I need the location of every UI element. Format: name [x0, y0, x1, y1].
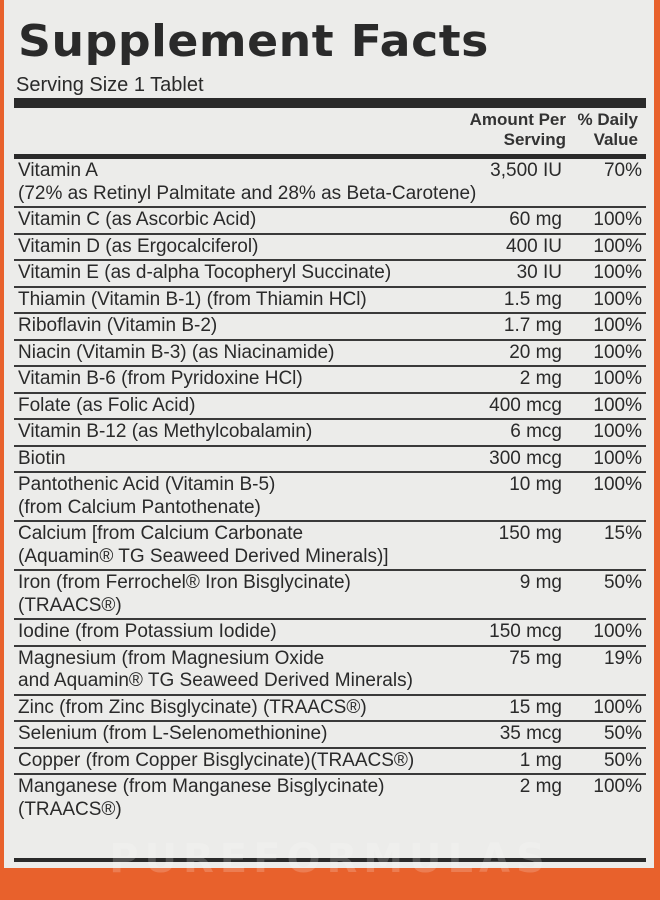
- nutrient-name: Vitamin E (as d-alpha Tocopheryl Succinate): [18, 262, 392, 283]
- nutrient-name: Folate (as Folic Acid): [18, 394, 196, 416]
- nutrient-row: [14, 235, 646, 262]
- nutrient-row: [14, 341, 646, 368]
- bottom-divider: [14, 858, 646, 862]
- nutrient-amount: 300 mcg: [489, 447, 562, 469]
- nutrient-rows: [14, 159, 646, 822]
- nutrient-amount: 1 mg: [519, 749, 562, 771]
- nutrient-name: Iron (from Ferrochel® Iron Bisglycinate) (TRAACS®): [18, 572, 351, 616]
- nutrient-daily-value: 100%: [593, 447, 642, 469]
- dv-header-line1: % Daily: [577, 110, 638, 129]
- nutrient-daily-value: 50%: [603, 723, 642, 744]
- nutrient-daily-value: 100%: [593, 696, 642, 718]
- nutrient-amount: 60 mg: [509, 209, 562, 230]
- nutrient-amount: 400 IU: [506, 235, 562, 257]
- nutrient-amount: 400 mcg: [489, 394, 562, 416]
- nutrient-name: Vitamin A (72% as Retinyl Palmitate and 28% as Beta-Carotene): [18, 160, 477, 204]
- nutrient-amount: 30 IU: [516, 262, 562, 283]
- nutrient-name: Biotin: [18, 447, 66, 469]
- nutrient-amount: 150 mg: [498, 523, 562, 544]
- nutrient-row: [14, 420, 646, 447]
- nutrient-daily-value: 100%: [593, 262, 642, 283]
- nutrient-daily-value: 100%: [593, 474, 642, 495]
- nutrient-name: Thiamin (Vitamin B-1) (from Thiamin HCl): [18, 288, 367, 310]
- dv-header-line2: Value: [593, 130, 638, 149]
- nutrient-daily-value: 50%: [603, 749, 642, 771]
- nutrient-name: Vitamin D (as Ergocalciferol): [18, 235, 259, 257]
- nutrient-name: Iodine (from Potassium Iodide): [18, 621, 277, 642]
- nutrient-name: Copper (from Copper Bisglycinate)(TRAACS®): [18, 749, 415, 771]
- nutrient-daily-value: 100%: [593, 776, 642, 797]
- nutrient-daily-value: 50%: [603, 572, 642, 593]
- nutrient-row: [14, 775, 646, 822]
- nutrient-row: [14, 367, 646, 394]
- nutrient-row: [14, 447, 646, 474]
- nutrient-daily-value: 100%: [593, 621, 642, 642]
- nutrient-daily-value: 19%: [603, 647, 642, 669]
- nutrient-row: [14, 696, 646, 723]
- amount-per-serving-header: [470, 110, 566, 150]
- nutrient-daily-value: 100%: [593, 315, 642, 336]
- nutrient-daily-value: 100%: [593, 209, 642, 230]
- nutrient-amount: 10 mg: [509, 474, 562, 495]
- nutrient-row: [14, 208, 646, 235]
- nutrient-amount: 35 mcg: [499, 723, 562, 744]
- nutrient-row: [14, 473, 646, 522]
- nutrient-daily-value: 100%: [593, 421, 642, 442]
- nutrient-daily-value: 100%: [593, 235, 642, 257]
- nutrient-row: [14, 620, 646, 647]
- nutrient-row: [14, 288, 646, 315]
- nutrient-amount: 15 mg: [509, 696, 562, 718]
- nutrient-amount: 2 mg: [519, 776, 562, 797]
- supplement-facts-panel: [4, 0, 654, 868]
- nutrient-row: [14, 522, 646, 571]
- nutrient-name: Vitamin C (as Ascorbic Acid): [18, 209, 257, 230]
- nutrient-amount: 150 mcg: [489, 621, 562, 642]
- nutrient-row: [14, 571, 646, 620]
- nutrient-amount: 6 mcg: [510, 421, 562, 442]
- nutrient-name: Niacin (Vitamin B-3) (as Niacinamide): [18, 341, 335, 363]
- nutrient-row: [14, 261, 646, 288]
- amount-header-line2: Serving: [503, 130, 566, 149]
- nutrient-row: [14, 314, 646, 341]
- nutrient-row: [14, 159, 646, 208]
- nutrient-name: Magnesium (from Magnesium Oxide and Aquamin® TG Seaweed Derived Minerals): [18, 647, 413, 691]
- nutrient-amount: 1.7 mg: [503, 315, 562, 336]
- nutrient-row: [14, 722, 646, 749]
- serving-size: Serving Size 1 Tablet: [16, 74, 204, 96]
- thick-divider: [14, 98, 646, 108]
- nutrient-name: Calcium [from Calcium Carbonate (Aquamin® TG Seaweed Derived Minerals)]: [18, 523, 389, 567]
- nutrient-name: Pantothenic Acid (Vitamin B-5) (from Calcium Pantothenate): [18, 474, 276, 518]
- nutrient-amount: 20 mg: [509, 341, 562, 363]
- nutrient-row: [14, 394, 646, 421]
- amount-header-line1: Amount Per: [469, 110, 566, 129]
- daily-value-header: [578, 110, 638, 150]
- nutrient-daily-value: 15%: [603, 523, 642, 544]
- nutrient-daily-value: 100%: [593, 288, 642, 310]
- nutrient-name: Riboflavin (Vitamin B-2): [18, 315, 218, 336]
- nutrient-daily-value: 100%: [593, 368, 642, 389]
- nutrient-name: Vitamin B-12 (as Methylcobalamin): [18, 421, 313, 442]
- nutrient-amount: 1.5 mg: [503, 288, 562, 310]
- nutrient-amount: 9 mg: [519, 572, 562, 593]
- nutrient-name: Manganese (from Manganese Bisglycinate) (TRAACS®): [18, 776, 385, 820]
- nutrient-daily-value: 70%: [603, 160, 642, 181]
- nutrient-amount: 75 mg: [509, 647, 562, 669]
- nutrient-name: Selenium (from L-Selenomethionine): [18, 723, 328, 744]
- nutrient-amount: 3,500 IU: [490, 160, 562, 181]
- nutrient-name: Vitamin B-6 (from Pyridoxine HCl): [18, 368, 303, 389]
- nutrient-row: [14, 749, 646, 776]
- nutrient-name: Zinc (from Zinc Bisglycinate) (TRAACS®): [18, 696, 367, 718]
- nutrient-amount: 2 mg: [519, 368, 562, 389]
- nutrient-daily-value: 100%: [593, 341, 642, 363]
- nutrient-daily-value: 100%: [593, 394, 642, 416]
- panel-title: Supplement Facts: [18, 16, 489, 67]
- nutrient-row: [14, 647, 646, 696]
